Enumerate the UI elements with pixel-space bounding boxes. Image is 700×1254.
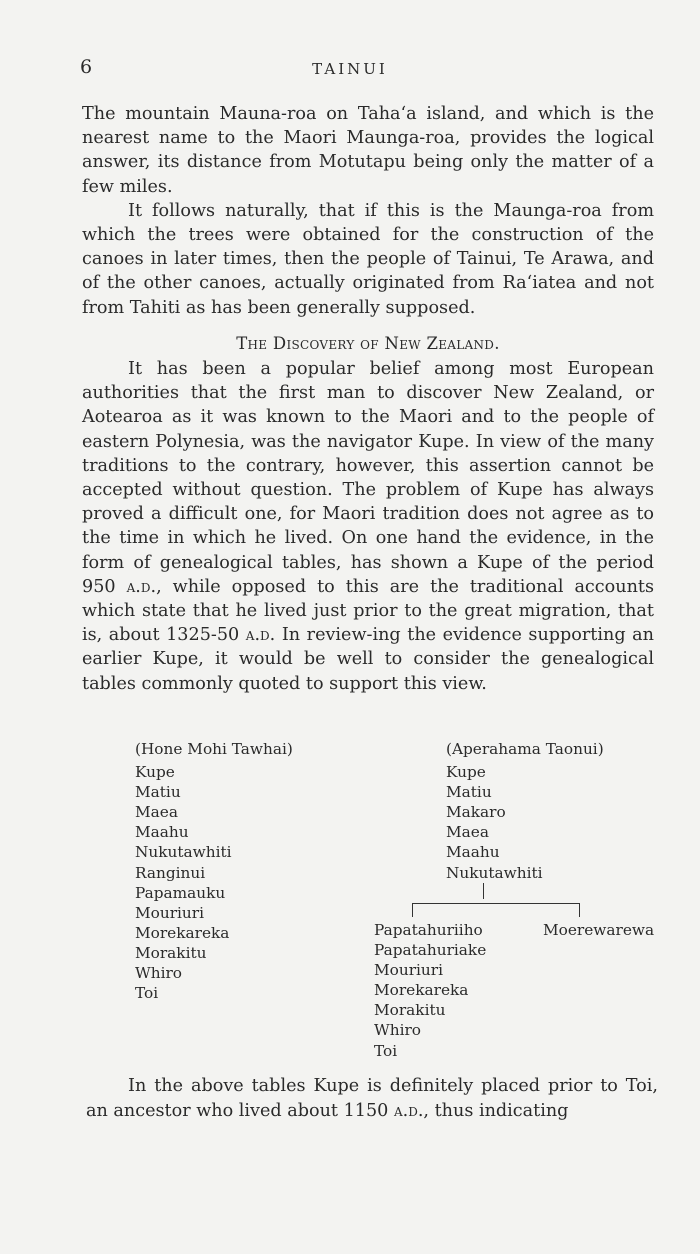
ad-abbrev: a.d. [245,625,276,646]
paragraph-kupe-placement [86,1074,658,1124]
genealogy-name: Morakitu [374,1001,446,1020]
genealogy-name: Mouriuri [135,903,204,922]
genealogy-name: Toi [374,1041,398,1060]
genealogy-name: Whiro [374,1021,421,1040]
closing-text-b: , thus indicating [423,1101,569,1121]
branch-connector [412,903,413,917]
genealogy-name: Morakitu [135,943,207,962]
branch-connector [412,903,580,904]
ad-abbrev: a.d. [393,1101,424,1121]
genealogy-name: Papamauku [135,883,226,902]
genealogy-name: Maea [446,823,489,842]
running-head: TAINUI [312,60,388,78]
genealogy-name: Kupe [135,763,175,782]
genealogy-name: Ranginui [135,863,206,882]
body-text [82,102,654,696]
genealogy-branch-b [543,920,654,940]
genealogy-name: Kupe [446,763,486,782]
genealogy-name: Matiu [446,783,492,802]
genealogy-name: Papatahuriake [374,941,487,960]
genealogy-name: Matiu [135,783,181,802]
section-heading: The Discovery of New Zealand. [236,333,500,353]
closing-text-a: In the above tables Kupe is definitely placed prior to Toi, an ancestor who lived about 1150 [86,1076,658,1121]
genealogy-branch-a [374,920,486,1061]
genealogy-name: Morekareka [374,981,469,1000]
genealogy-name: Papatahuriiho [374,921,483,939]
closing-paragraph [86,1074,658,1124]
genealogy-left-title: (Hone Mohi Tawhai) [135,740,293,758]
paragraph-discovery-text-c: In review-ing the evidence supporting an earlier Kupe, it would be well to consider the genealogical tables commonly quoted to support this view. [82,625,654,694]
genealogy-name: Morekareka [135,923,230,942]
branch-connector [483,883,484,899]
genealogy-right [446,739,604,883]
genealogy-name: Mouriuri [374,961,443,980]
genealogy-name: Moerewarewa [543,921,655,939]
page-number: 6 [80,56,93,78]
paragraph-discovery [82,357,654,696]
genealogy-name: Whiro [135,964,182,983]
paragraph-mauna-roa: The mountain Mauna-roa on Taha‘a island, and which is the nearest name to the Maori Maunga-roa, provides the logical answer, its distance from Motutapu being only the matter of a few miles. [82,104,654,197]
genealogy-name: Makaro [446,803,506,822]
paragraph-maunga-roa: It follows naturally, that if this is the Maunga-roa from which the trees were obtained for the construction of the canoes in later times, then the people of Tainui, Te Arawa, and of the other canoes, actually originated from Ra‘iatea and not from Tahiti as has been generally supposed. [82,200,654,318]
genealogy-name: Nukutawhiti [446,863,543,882]
genealogy-name: Nukutawhiti [135,843,232,862]
genealogy-name: Toi [135,984,159,1003]
paragraph-discovery-text-b: , while opposed to this are the traditional accounts which state that he lived just prior to the great migration, that is, about 1325-50 [82,576,654,646]
paragraph-discovery-text-a: It has been a popular belief among most European authorities that the first man to discover New Zealand, or Aotearoa as it was known to the Maori and to the people of eastern Polynesia, was the navigator Kupe. In view of the many traditions to the contrary, however, this assertion cannot be accepted without question. The problem of Kupe has always proved a difficult one, for Maori tradition does not agree as to the time in which he lived. On one hand the evidence, in the form of genealogical tables, has shown a Kupe of the period 950 [82,359,654,597]
genealogy-name: Maahu [135,823,189,842]
branch-connector [579,903,580,917]
ad-abbrev: a.d. [126,576,157,597]
genealogy-right-title: (Aperahama Taonui) [446,740,604,758]
genealogy-left [135,739,293,1003]
genealogy-name: Maahu [446,843,500,862]
genealogy-name: Maea [135,803,178,822]
